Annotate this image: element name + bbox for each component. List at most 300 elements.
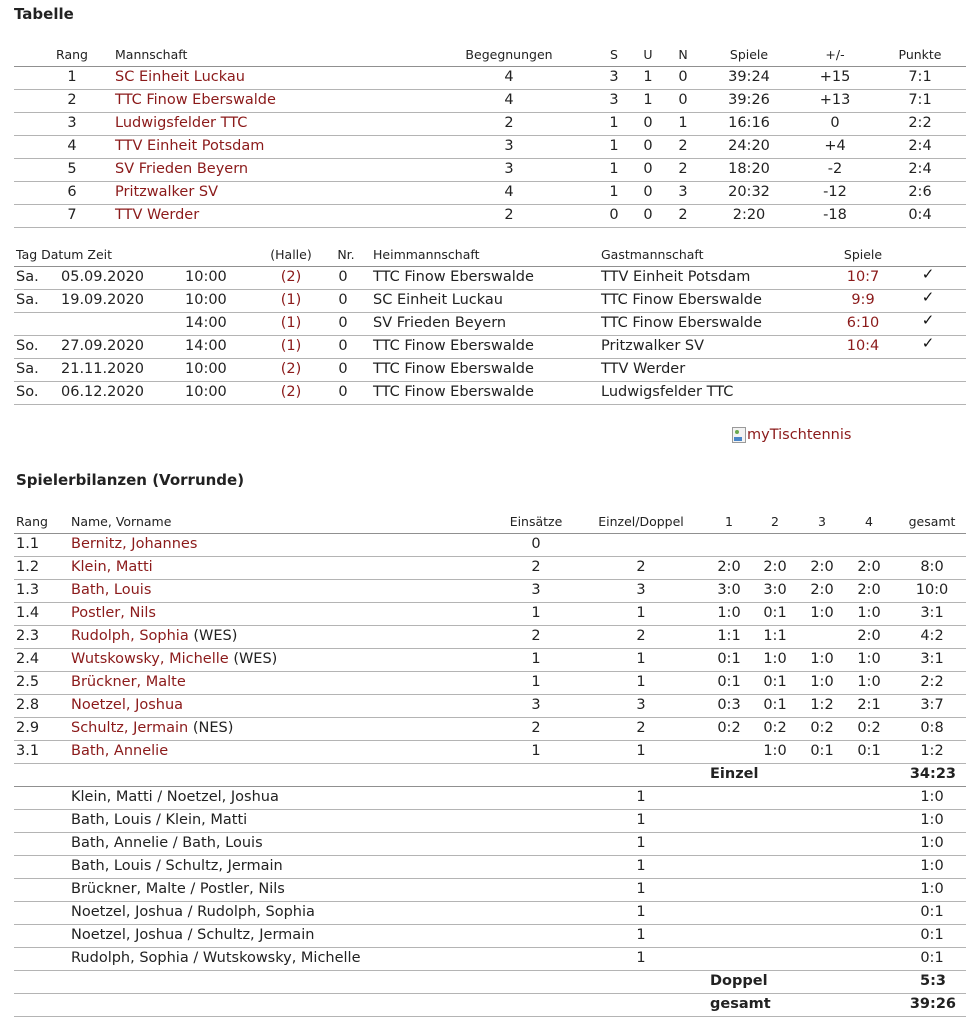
s-cell: 0 xyxy=(609,207,619,223)
n-cell: 0 xyxy=(678,69,688,85)
header-diff: +/- xyxy=(825,47,845,62)
row-divider xyxy=(14,740,966,741)
doubles-result-cell: 1:0 xyxy=(920,812,944,828)
spiele-cell: 2:20 xyxy=(732,207,766,223)
team-link[interactable]: TTV Werder xyxy=(115,207,200,223)
halle-link[interactable]: (1) xyxy=(280,338,302,354)
doubles-result-cell: 0:1 xyxy=(920,904,944,920)
ergebnis-link[interactable]: 10:4 xyxy=(846,338,880,354)
doubles-count-cell: 1 xyxy=(636,858,646,874)
doubles-pair-cell: Klein, Matti / Noetzel, Joshua xyxy=(71,789,279,805)
heim-cell: SC Einheit Luckau xyxy=(373,292,503,308)
row-divider xyxy=(14,878,966,879)
broken-image-icon xyxy=(732,427,746,443)
n-cell: 3 xyxy=(678,184,688,200)
einsaetze-cell: 3 xyxy=(531,697,541,713)
row-divider xyxy=(14,993,966,994)
player-name-cell xyxy=(71,674,186,690)
diff-cell: -2 xyxy=(827,161,843,177)
halle-link[interactable]: (1) xyxy=(280,315,302,331)
s-cell: 1 xyxy=(609,115,619,131)
row-divider xyxy=(14,648,966,649)
doubles-pair-cell: Brückner, Malte / Postler, Nils xyxy=(71,881,285,897)
s-cell: 1 xyxy=(609,138,619,154)
row-divider xyxy=(14,901,966,902)
player-name-cell xyxy=(71,651,277,667)
row-divider xyxy=(14,671,966,672)
p2-cell: 0:2 xyxy=(763,720,787,736)
p1-cell: 2:0 xyxy=(717,559,741,575)
rang-cell: 7 xyxy=(67,207,77,223)
gesamt-cell: 0:8 xyxy=(920,720,944,736)
datum-cell: 06.12.2020 xyxy=(61,384,145,400)
begegnungen-cell: 2 xyxy=(504,207,514,223)
punkte-cell: 2:4 xyxy=(908,161,932,177)
s-cell: 1 xyxy=(609,161,619,177)
header-rang-bil: Rang xyxy=(16,514,48,529)
rang-cell: 2 xyxy=(67,92,77,108)
row-divider xyxy=(14,1016,966,1017)
header-gast: Gastmannschaft xyxy=(601,247,704,262)
ergebnis-link[interactable]: 6:10 xyxy=(846,315,880,331)
nr-cell: 0 xyxy=(338,361,348,377)
row-divider xyxy=(14,533,966,534)
checkmark-icon: ✓ xyxy=(921,311,935,329)
diff-cell: +15 xyxy=(819,69,851,85)
doubles-result-cell: 1:0 xyxy=(920,858,944,874)
player-rang-cell: 2.8 xyxy=(16,697,40,713)
team-link[interactable]: SC Einheit Luckau xyxy=(115,69,245,85)
row-divider xyxy=(14,579,966,580)
row-divider xyxy=(14,809,966,810)
p1-cell: 1:0 xyxy=(717,605,741,621)
gast-cell: TTV Werder xyxy=(601,361,686,377)
player-name-cell xyxy=(71,536,197,552)
row-divider xyxy=(14,312,966,313)
p3-cell: 1:0 xyxy=(810,674,834,690)
p2-cell: 1:0 xyxy=(763,743,787,759)
s-cell: 3 xyxy=(609,69,619,85)
einzel-doppel-cell: 1 xyxy=(636,674,646,690)
row-divider xyxy=(14,786,966,787)
rang-cell: 6 xyxy=(67,184,77,200)
diff-cell: +13 xyxy=(819,92,851,108)
datum-cell: 19.09.2020 xyxy=(61,292,145,308)
header-rang: Rang xyxy=(56,47,88,62)
gesamt-cell: 10:0 xyxy=(915,582,949,598)
p3-cell: 1:0 xyxy=(810,651,834,667)
einsaetze-cell: 2 xyxy=(531,628,541,644)
header-p4: 4 xyxy=(865,514,873,529)
checkmark-icon: ✓ xyxy=(921,288,935,306)
p4-cell: 1:0 xyxy=(857,605,881,621)
tag-cell: Sa. xyxy=(16,292,39,308)
row-divider xyxy=(14,266,966,267)
doubles-count-cell: 1 xyxy=(636,835,646,851)
player-link[interactable]: Klein, Matti xyxy=(71,559,153,575)
doubles-result-cell: 0:1 xyxy=(920,927,944,943)
einzel-doppel-cell: 3 xyxy=(636,582,646,598)
row-divider xyxy=(14,181,966,182)
doubles-count-cell: 1 xyxy=(636,950,646,966)
begegnungen-cell: 3 xyxy=(504,161,514,177)
doubles-pair-cell: Noetzel, Joshua / Schultz, Jermain xyxy=(71,927,315,943)
nr-cell: 0 xyxy=(338,269,348,285)
row-divider xyxy=(14,335,966,336)
doppel-total: 5:3 xyxy=(920,973,946,989)
doubles-result-cell: 1:0 xyxy=(920,881,944,897)
u-cell: 0 xyxy=(643,207,653,223)
diff-cell: -12 xyxy=(823,184,847,200)
rang-cell: 4 xyxy=(67,138,77,154)
einsaetze-cell: 1 xyxy=(531,651,541,667)
spiele-cell: 18:20 xyxy=(728,161,770,177)
nr-cell: 0 xyxy=(338,384,348,400)
gesamt-label: gesamt xyxy=(710,996,771,1012)
nr-cell: 0 xyxy=(338,292,348,308)
p3-cell: 2:0 xyxy=(810,559,834,575)
punkte-cell: 7:1 xyxy=(908,69,932,85)
einzel-doppel-cell: 1 xyxy=(636,605,646,621)
doubles-result-cell: 1:0 xyxy=(920,789,944,805)
doubles-pair-cell: Bath, Annelie / Bath, Louis xyxy=(71,835,263,851)
p4-cell: 0:2 xyxy=(857,720,881,736)
halle-link[interactable]: (2) xyxy=(280,269,302,285)
einzel-doppel-cell: 3 xyxy=(636,697,646,713)
halle-link[interactable]: (1) xyxy=(280,292,302,308)
ergebnis-link[interactable]: 9:9 xyxy=(851,292,875,308)
player-name-cell xyxy=(71,743,168,759)
zeit-cell: 10:00 xyxy=(185,384,227,400)
player-rang-cell: 2.3 xyxy=(16,628,40,644)
p1-cell: 0:2 xyxy=(717,720,741,736)
p3-cell: 1:0 xyxy=(810,605,834,621)
row-divider xyxy=(14,204,966,205)
doubles-count-cell: 1 xyxy=(636,789,646,805)
begegnungen-cell: 2 xyxy=(504,115,514,131)
einsaetze-cell: 3 xyxy=(531,582,541,598)
punkte-cell: 2:4 xyxy=(908,138,932,154)
heim-cell: TTC Finow Eberswalde xyxy=(373,361,534,377)
header-gesamt: gesamt xyxy=(908,514,956,529)
row-divider xyxy=(14,404,966,405)
header-punkte: Punkte xyxy=(898,47,942,62)
p1-cell: 0:1 xyxy=(717,674,741,690)
player-link[interactable]: Rudolph, Sophia xyxy=(71,628,189,644)
row-divider xyxy=(14,358,966,359)
row-divider xyxy=(14,135,966,136)
gesamt-cell: 3:1 xyxy=(920,605,944,621)
mytischtennis-logo[interactable]: myTischtennis xyxy=(732,425,851,445)
diff-cell: 0 xyxy=(830,115,840,131)
doubles-pair-cell: Rudolph, Sophia / Wutskowsky, Michelle xyxy=(71,950,361,966)
team-link[interactable]: SV Frieden Beyern xyxy=(115,161,249,177)
header-s: S xyxy=(610,47,618,62)
s-cell: 3 xyxy=(609,92,619,108)
halle-link[interactable]: (2) xyxy=(280,361,302,377)
row-divider xyxy=(14,970,966,971)
header-begegnungen: Begegnungen xyxy=(465,47,553,62)
nr-cell: 0 xyxy=(338,338,348,354)
doubles-pair-cell: Bath, Louis / Schultz, Jermain xyxy=(71,858,283,874)
heim-cell: TTC Finow Eberswalde xyxy=(373,338,534,354)
u-cell: 0 xyxy=(643,138,653,154)
doubles-count-cell: 1 xyxy=(636,812,646,828)
einzel-doppel-cell: 2 xyxy=(636,720,646,736)
gesamt-total: 39:26 xyxy=(909,996,956,1012)
gesamt-cell: 3:1 xyxy=(920,651,944,667)
einsaetze-cell: 1 xyxy=(531,674,541,690)
player-name-cell xyxy=(71,559,153,575)
player-name-cell xyxy=(71,697,183,713)
header-p2: 2 xyxy=(771,514,779,529)
doubles-count-cell: 1 xyxy=(636,904,646,920)
doubles-result-cell: 1:0 xyxy=(920,835,944,851)
row-divider xyxy=(14,381,966,382)
row-divider xyxy=(14,227,966,228)
player-rang-cell: 1.2 xyxy=(16,559,40,575)
header-mannschaft: Mannschaft xyxy=(115,47,188,62)
player-club-suffix: (WES) xyxy=(193,628,238,644)
einsaetze-cell: 0 xyxy=(531,536,541,552)
s-cell: 1 xyxy=(609,184,619,200)
header-spiele: Spiele xyxy=(729,47,769,62)
u-cell: 1 xyxy=(643,69,653,85)
gesamt-cell: 8:0 xyxy=(920,559,944,575)
p2-cell: 0:1 xyxy=(763,697,787,713)
row-divider xyxy=(14,924,966,925)
spiele-cell: 20:32 xyxy=(728,184,770,200)
p2-cell: 1:1 xyxy=(763,628,787,644)
p4-cell: 2:0 xyxy=(857,628,881,644)
tag-cell: Sa. xyxy=(16,269,39,285)
header-p3: 3 xyxy=(818,514,826,529)
einsaetze-cell: 2 xyxy=(531,559,541,575)
spiele-cell: 16:16 xyxy=(728,115,770,131)
datum-cell: 27.09.2020 xyxy=(61,338,145,354)
diff-cell: +4 xyxy=(824,138,846,154)
spiele-cell: 24:20 xyxy=(728,138,770,154)
doubles-count-cell: 1 xyxy=(636,881,646,897)
zeit-cell: 10:00 xyxy=(185,269,227,285)
gast-cell: TTV Einheit Potsdam xyxy=(601,269,751,285)
n-cell: 2 xyxy=(678,207,688,223)
row-divider xyxy=(14,717,966,718)
player-rang-cell: 1.1 xyxy=(16,536,40,552)
row-divider xyxy=(14,289,966,290)
p2-cell: 0:1 xyxy=(763,605,787,621)
player-link[interactable]: Bernitz, Johannes xyxy=(71,536,198,552)
header-heim: Heimmannschaft xyxy=(373,247,480,262)
player-club-suffix: (NES) xyxy=(192,720,234,736)
heim-cell: SV Frieden Beyern xyxy=(373,315,507,331)
row-divider xyxy=(14,112,966,113)
datum-cell: 05.09.2020 xyxy=(61,269,145,285)
u-cell: 1 xyxy=(643,92,653,108)
header-n: N xyxy=(678,47,688,62)
team-link[interactable]: TTC Finow Eberswalde xyxy=(115,92,276,108)
zeit-cell: 10:00 xyxy=(185,292,227,308)
halle-link[interactable]: (2) xyxy=(280,384,302,400)
tag-cell: Sa. xyxy=(16,361,39,377)
player-rang-cell: 2.5 xyxy=(16,674,40,690)
punkte-cell: 2:6 xyxy=(908,184,932,200)
doubles-pair-cell: Noetzel, Joshua / Rudolph, Sophia xyxy=(71,904,315,920)
einzel-label: Einzel xyxy=(710,766,759,782)
header-halle: (Halle) xyxy=(270,247,312,262)
p2-cell: 2:0 xyxy=(763,559,787,575)
einzel-doppel-cell: 1 xyxy=(636,743,646,759)
team-link[interactable]: Pritzwalker SV xyxy=(115,184,219,200)
p4-cell: 2:1 xyxy=(857,697,881,713)
p3-cell: 0:2 xyxy=(810,720,834,736)
p4-cell: 0:1 xyxy=(857,743,881,759)
begegnungen-cell: 4 xyxy=(504,69,514,85)
row-divider xyxy=(14,832,966,833)
n-cell: 2 xyxy=(678,161,688,177)
doubles-count-cell: 1 xyxy=(636,927,646,943)
p4-cell: 1:0 xyxy=(857,651,881,667)
player-rang-cell: 1.3 xyxy=(16,582,40,598)
p2-cell: 0:1 xyxy=(763,674,787,690)
player-link[interactable]: Postler, Nils xyxy=(71,605,156,621)
header-u: U xyxy=(643,47,653,62)
header-spiele-plan: Spiele xyxy=(843,247,883,262)
header-einsaetze: Einsätze xyxy=(509,514,563,529)
row-divider xyxy=(14,694,966,695)
ergebnis-link[interactable]: 10:7 xyxy=(846,269,880,285)
n-cell: 2 xyxy=(678,138,688,154)
rang-cell: 5 xyxy=(67,161,77,177)
player-link[interactable]: Brückner, Malte xyxy=(71,674,186,690)
punkte-cell: 7:1 xyxy=(908,92,932,108)
punkte-cell: 2:2 xyxy=(908,115,932,131)
doppel-label: Doppel xyxy=(710,973,768,989)
row-divider xyxy=(14,89,966,90)
zeit-cell: 14:00 xyxy=(185,338,227,354)
checkmark-icon: ✓ xyxy=(921,265,935,283)
player-link[interactable]: Wutskowsky, Michelle xyxy=(71,651,229,667)
p4-cell: 2:0 xyxy=(857,559,881,575)
gesamt-cell: 3:7 xyxy=(920,697,944,713)
row-divider xyxy=(14,158,966,159)
p4-cell: 2:0 xyxy=(857,582,881,598)
einsaetze-cell: 2 xyxy=(531,720,541,736)
einzel-doppel-cell: 2 xyxy=(636,559,646,575)
p2-cell: 3:0 xyxy=(763,582,787,598)
spiele-cell: 39:24 xyxy=(728,69,770,85)
header-nr: Nr. xyxy=(337,247,355,262)
team-link[interactable]: Ludwigsfelder TTC xyxy=(115,115,248,131)
p3-cell: 0:1 xyxy=(810,743,834,759)
nr-cell: 0 xyxy=(338,315,348,331)
row-divider xyxy=(14,556,966,557)
header-name: Name, Vorname xyxy=(71,514,172,529)
player-name-cell xyxy=(71,582,151,598)
player-link[interactable]: Schultz, Jermain xyxy=(71,720,189,736)
heim-cell: TTC Finow Eberswalde xyxy=(373,269,534,285)
u-cell: 0 xyxy=(643,161,653,177)
einzel-doppel-cell: 1 xyxy=(636,651,646,667)
p2-cell: 1:0 xyxy=(763,651,787,667)
tabelle-title: Tabelle xyxy=(14,5,74,23)
p3-cell: 1:2 xyxy=(810,697,834,713)
p3-cell: 2:0 xyxy=(810,582,834,598)
zeit-cell: 14:00 xyxy=(185,315,227,331)
player-name-cell xyxy=(71,628,237,644)
gast-cell: Ludwigsfelder TTC xyxy=(601,384,734,400)
player-rang-cell: 1.4 xyxy=(16,605,40,621)
player-club-suffix: (WES) xyxy=(233,651,278,667)
gast-cell: TTC Finow Eberswalde xyxy=(601,292,762,308)
team-link[interactable]: TTV Einheit Potsdam xyxy=(115,138,265,154)
punkte-cell: 0:4 xyxy=(908,207,932,223)
gast-cell: TTC Finow Eberswalde xyxy=(601,315,762,331)
header-tag-datum-zeit: Tag Datum Zeit xyxy=(16,247,113,262)
player-rang-cell: 3.1 xyxy=(16,743,40,759)
einzel-doppel-cell: 2 xyxy=(636,628,646,644)
row-divider xyxy=(14,947,966,948)
player-rang-cell: 2.4 xyxy=(16,651,40,667)
header-p1: 1 xyxy=(725,514,733,529)
gesamt-cell: 1:2 xyxy=(920,743,944,759)
player-name-cell xyxy=(71,605,156,621)
p1-cell: 0:3 xyxy=(717,697,741,713)
player-rang-cell: 2.9 xyxy=(16,720,40,736)
zeit-cell: 10:00 xyxy=(185,361,227,377)
p4-cell: 1:0 xyxy=(857,674,881,690)
diff-cell: -18 xyxy=(823,207,847,223)
einsaetze-cell: 1 xyxy=(531,605,541,621)
row-divider xyxy=(14,763,966,764)
begegnungen-cell: 4 xyxy=(504,92,514,108)
doubles-pair-cell: Bath, Louis / Klein, Matti xyxy=(71,812,248,828)
einzel-total: 34:23 xyxy=(909,766,956,782)
checkmark-icon: ✓ xyxy=(921,334,935,352)
einsaetze-cell: 1 xyxy=(531,743,541,759)
gesamt-cell: 4:2 xyxy=(920,628,944,644)
row-divider xyxy=(14,66,966,67)
doubles-result-cell: 0:1 xyxy=(920,950,944,966)
n-cell: 0 xyxy=(678,92,688,108)
gast-cell: Pritzwalker SV xyxy=(601,338,705,354)
player-link[interactable]: Bath, Annelie xyxy=(71,743,169,759)
rang-cell: 3 xyxy=(67,115,77,131)
player-link[interactable]: Bath, Louis xyxy=(71,582,152,598)
row-divider xyxy=(14,602,966,603)
u-cell: 0 xyxy=(643,115,653,131)
spiele-cell: 39:26 xyxy=(728,92,770,108)
bilanzen-title: Spielerbilanzen (Vorrunde) xyxy=(16,471,245,489)
player-name-cell xyxy=(71,720,233,736)
datum-cell: 21.11.2020 xyxy=(61,361,145,377)
n-cell: 1 xyxy=(678,115,688,131)
begegnungen-cell: 3 xyxy=(504,138,514,154)
header-einzel-doppel: Einzel/Doppel xyxy=(598,514,684,529)
p1-cell: 1:1 xyxy=(717,628,741,644)
p1-cell: 3:0 xyxy=(717,582,741,598)
gesamt-cell: 2:2 xyxy=(920,674,944,690)
tag-cell: So. xyxy=(16,338,39,354)
begegnungen-cell: 4 xyxy=(504,184,514,200)
row-divider xyxy=(14,855,966,856)
p1-cell: 0:1 xyxy=(717,651,741,667)
heim-cell: TTC Finow Eberswalde xyxy=(373,384,534,400)
player-link[interactable]: Noetzel, Joshua xyxy=(71,697,184,713)
tag-cell: So. xyxy=(16,384,39,400)
u-cell: 0 xyxy=(643,184,653,200)
rang-cell: 1 xyxy=(67,69,77,85)
